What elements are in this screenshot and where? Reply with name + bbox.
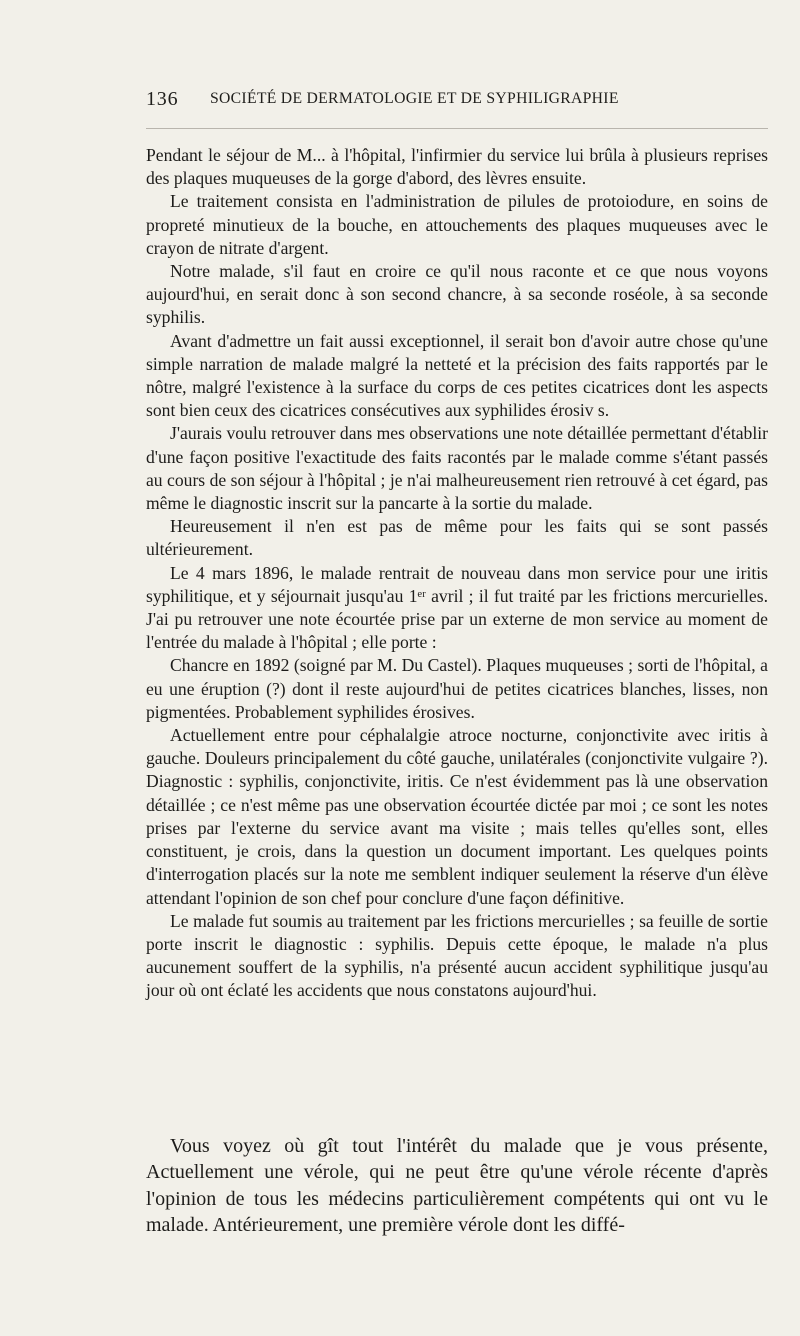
paragraph-10: Le malade fut soumis au traitement par les frictions mercurielles ; sa feuille de sortie porte inscrit le diagnostic : syphilis. Depuis cette époque, le malade n'a plus aucunement souffert de la syphilis, n'a présenté aucun accident syphilitique jusqu'au jour où ont éclaté les accidents que nous constatons aujourd'hui.	[146, 910, 768, 1001]
paragraph-4: Avant d'admettre un fait aussi exceptionnel, il serait bon d'avoir autre chose qu'une simple narration de malade malgré la netteté et la précision des faits rapportés par le nôtre, malgré l'existence à la surface du corps de ces petites cicatrices dont les aspects sont bien ceux des cicatrices consécutives aux syphilides érosiv s.	[146, 330, 768, 421]
header-rule	[146, 128, 768, 129]
page-header	[146, 88, 768, 114]
lecture-text	[146, 1133, 768, 1239]
running-head: SOCIÉTÉ DE DERMATOLOGIE ET DE SYPHILIGRAPHIE	[210, 90, 619, 107]
paragraph-7: Le 4 mars 1896, le malade rentrait de nouveau dans mon service pour une iritis syphilitique, et y séjournait jusqu'au 1ᵉʳ avril ; il fut traité par les frictions mercurielles. J'ai pu retrouver une note écourtée prise par un externe de mon service au moment de l'entrée du malade à l'hôpital ; elle porte :	[146, 562, 768, 653]
paragraph-1: Pendant le séjour de M... à l'hôpital, l'infirmier du service lui brûla à plusieurs reprises des plaques muqueuses de la gorge d'abord, des lèvres ensuite.	[146, 145, 768, 189]
paragraph-9: Actuellement entre pour céphalalgie atroce nocturne, conjonctivite avec iritis à gauche. Douleurs principalement du côté gauche, unilatérales (conjonctivite vulgaire ?). Diagnostic : syphilis, conjonctivite, iritis. Ce n'est évidemment pas là une observation détaillée ; ce n'est même pas une observation écourtée dictée par moi ; ce sont les notes prises par l'externe du service avant ma visite ; mais telles qu'elles sont, elles constituent, je crois, dans la question un document important. Les quelques points d'interrogation placés sur la note me semblent indiquer seulement la réserve d'un élève attendant l'opinion de son chef pour conclure d'une façon définitive.	[146, 725, 768, 908]
paragraph-6: Heureusement il n'en est pas de même pour les faits qui se sont passés ultérieurement.	[146, 516, 768, 560]
paragraph-3: Notre malade, s'il faut en croire ce qu'il nous raconte et ce que nous voyons aujourd'hui, en serait donc à son second chancre, à sa seconde roséole, à sa seconde syphilis.	[146, 261, 768, 328]
body-text	[146, 144, 768, 1003]
paragraph-5: J'aurais voulu retrouver dans mes observations une note détaillée permettant d'établir d'une façon positive l'exactitude des faits racontés par le malade comme s'étant passés au cours de son séjour à l'hôpital ; je n'ai malheureusement rien retrouvé à cet égard, pas même le diagnostic inscrit sur la pancarte à la sortie du malade.	[146, 423, 768, 514]
paragraph-8: Chancre en 1892 (soigné par M. Du Castel). Plaques muqueuses ; sorti de l'hôpital, a eu une éruption (?) dont il reste aujourd'hui de petites cicatrices blanches, lisses, non pigmentées. Probablement syphilides érosives.	[146, 655, 768, 722]
page-number: 136	[146, 88, 179, 110]
lecture-paragraph: Vous voyez où gît tout l'intérêt du malade que je vous présente, Actuellement une vérole, qui ne peut être qu'une vérole récente d'après l'opinion de tous les médecins particulièrement compétents qui ont vu le malade. Antérieurement, une première vérole dont les diffé-	[146, 1135, 768, 1237]
paragraph-2: Le traitement consista en l'administration de pilules de protoiodure, en soins de propreté minutieux de la bouche, en attouchements des plaques muqueuses avec le crayon de nitrate d'argent.	[146, 191, 768, 258]
